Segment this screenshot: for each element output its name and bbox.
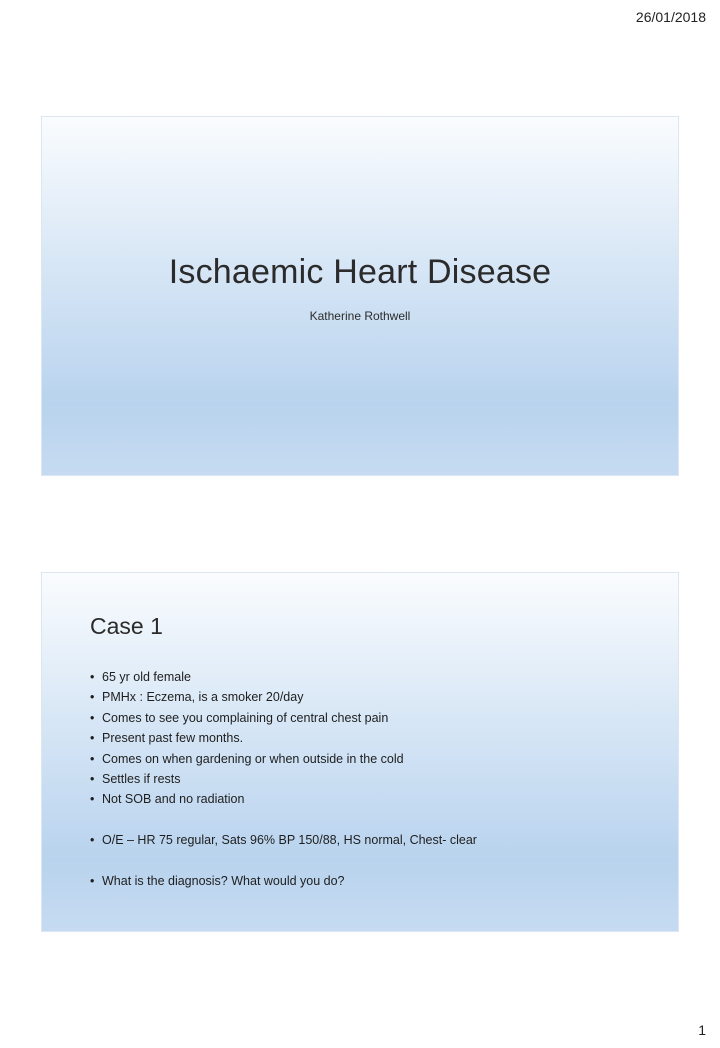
slide-title: Ischaemic Heart Disease xyxy=(168,253,552,291)
slide-author: Katherine Rothwell xyxy=(309,309,411,323)
bullet-dot: • xyxy=(90,670,95,684)
title-slide xyxy=(41,116,679,476)
bullet-item: • O/E – HR 75 regular, Sats 96% BP 150/88, HS normal, Chest- clear xyxy=(90,830,658,850)
bullet-item: • Not SOB and no radiation xyxy=(90,789,658,809)
bullet-dot: • xyxy=(90,731,95,746)
bullet-dot: • xyxy=(90,792,95,807)
bullet-item: • Present past few months. xyxy=(90,728,658,748)
bullet-dot: • xyxy=(90,873,95,888)
bullet-spacer xyxy=(90,851,658,871)
bullet-item: • Comes on when gardening or when outside in the cold xyxy=(90,749,658,769)
page-number: 1 xyxy=(698,1022,706,1038)
bullet-dot: • xyxy=(90,751,95,766)
bullet-dot: • xyxy=(90,771,95,786)
page-date: 26/01/2018 xyxy=(635,9,706,25)
bullet-dot: • xyxy=(90,710,95,725)
bullet-dot: • xyxy=(90,833,95,848)
bullet-dot: • xyxy=(90,690,95,705)
bullet-item: • 65 yr old female xyxy=(90,667,658,687)
bullet-item: • What is the diagnosis? What would you do? xyxy=(90,871,658,891)
case-bullet-list xyxy=(90,667,658,891)
bullet-item: • Settles if rests xyxy=(90,769,658,789)
bullet-spacer xyxy=(90,810,658,830)
bullet-item: • Comes to see you complaining of central chest pain xyxy=(90,708,658,728)
case-slide xyxy=(41,572,679,932)
bullet-item: • PMHx : Eczema, is a smoker 20/day xyxy=(90,687,658,707)
case-title: Case 1 xyxy=(90,613,163,639)
